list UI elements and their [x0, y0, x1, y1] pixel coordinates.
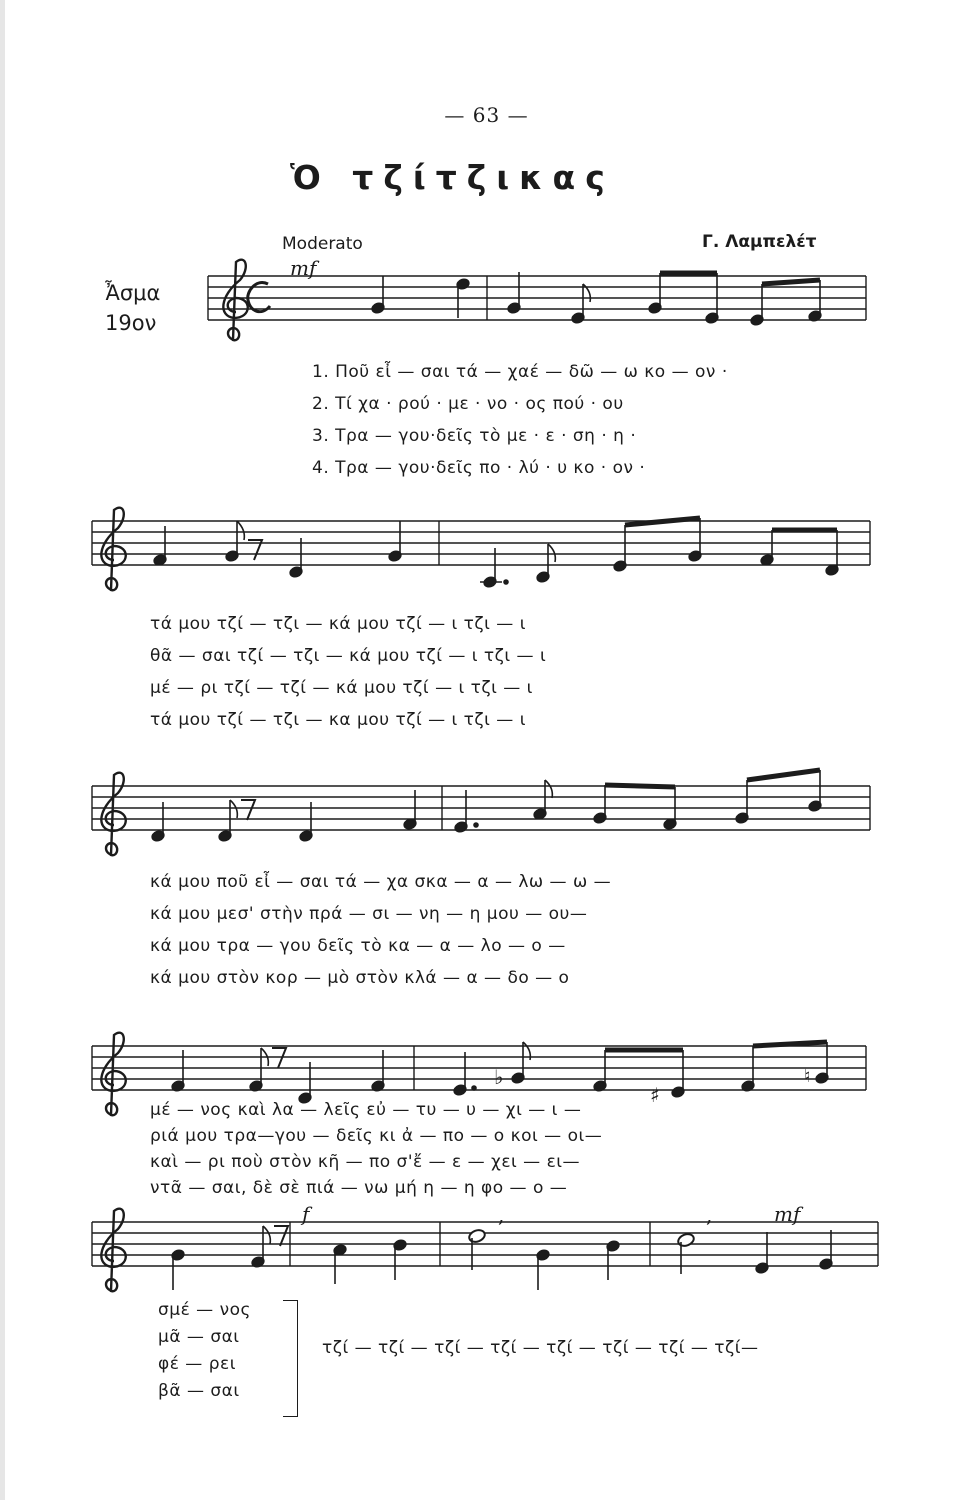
composer-name: Γ. Λαμπελέτ — [702, 232, 817, 252]
staff-3-notes — [151, 770, 822, 842]
verse-line: 4. Τρα — γου·δεῖς πο · λύ · υ κο · ον · — [312, 458, 646, 478]
verse-line: ριά μου τρα—γου — δεῖς κι ἀ — πο — ο κοι — οι— — [150, 1126, 603, 1146]
dynamic-f: f — [302, 1202, 310, 1226]
verse-line: βᾶ — σαι — [158, 1381, 240, 1401]
verse-line: μᾶ — σαι — [158, 1327, 240, 1347]
verse-line: φέ — ρει — [158, 1354, 236, 1374]
svg-text:♮: ♮ — [804, 1066, 811, 1087]
verse-line: κά μου στὸν κορ — μὸ στὸν κλά — α — δο — ο — [150, 968, 570, 988]
verse-line: μέ — ρι τζί — τζί — κά μου τζί — ι τζι — ι — [150, 678, 533, 698]
staff-4-notes — [171, 1042, 829, 1107]
dynamic-mf-2: mf — [774, 1202, 801, 1226]
staff-2 — [92, 521, 870, 565]
svg-text:♭: ♭ — [494, 1065, 504, 1089]
song-title: Ὁ τζίτζικας — [290, 158, 615, 197]
verse-line: καὶ — ρι ποὺ στὸν κῆ — πο σ'ἔ — ε — χει — ει— — [150, 1152, 581, 1172]
verse-line: κά μου τρα — γου δεῖς τὸ κα — α — λο — ο — — [150, 936, 566, 956]
staff-5-notes — [171, 1203, 833, 1290]
svg-text:,: , — [498, 1203, 505, 1227]
verse-line: τά μου τζί — τζι — κά μου τζί — ι τζι — ι — [150, 614, 526, 634]
page-number: — 63 — — [444, 103, 529, 127]
staff-5 — [92, 1222, 878, 1266]
verse-bracket — [283, 1300, 298, 1417]
verse-line: 1. Ποῦ εἶ — σαι τά — χαέ — δῶ — ω κο — ον · — [312, 362, 728, 382]
verse-line: 3. Τρα — γου·δεῖς τὸ με · ε · ση · η · — [312, 426, 637, 446]
verse-line: κά μου ποῦ εἶ — σαι τά — χα σκα — α — λω — ω — — [150, 872, 612, 892]
svg-text:♯: ♯ — [650, 1083, 660, 1107]
refrain-line: τζί — τζί — τζί — τζί — τζί — τζί — τζί — τζί— — [322, 1338, 759, 1358]
staff-2-notes — [153, 518, 839, 588]
verse-line: ντᾶ — σαι, δὲ σὲ πιά — νω μή η — η φο — ο — — [150, 1178, 568, 1198]
verse-line: 2. Τί χα · ρού · με · νο · ος πού · ου — [312, 394, 624, 414]
verse-line: τά μου τζί — τζι — κα μου τζί — ι τζι — ι — [150, 710, 526, 730]
svg-text:,: , — [706, 1203, 713, 1227]
song-label-number: 19ον — [105, 311, 157, 335]
song-label-word: Ἆσμα — [105, 281, 161, 305]
verse-line: σμέ — νος — [158, 1300, 251, 1320]
verse-line: κά μου μεσ' στὴν πρά — σι — νη — η μου — ου— — [150, 904, 588, 924]
verse-line: μέ — νος καὶ λα — λεῖς εὐ — τυ — υ — χι — ι — — [150, 1100, 582, 1120]
verse-line: θᾶ — σαι τζί — τζι — κά μου τζί — ι τζι — ι — [150, 646, 547, 666]
dynamic-mf-1: mf — [290, 256, 317, 280]
staff-3 — [92, 786, 870, 830]
staff-1-notes — [371, 272, 822, 326]
tempo-marking: Moderato — [282, 234, 363, 254]
